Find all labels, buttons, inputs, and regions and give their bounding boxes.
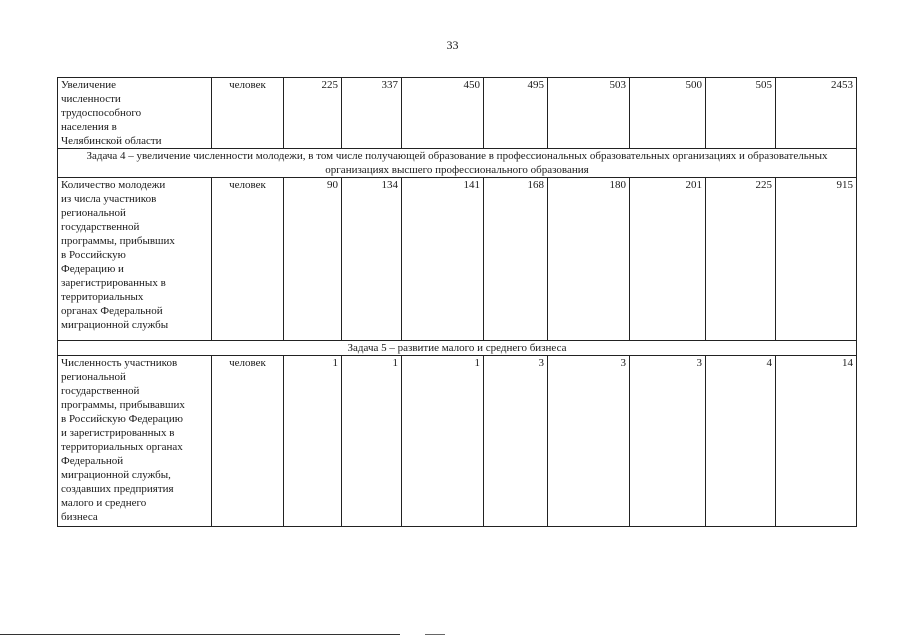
value-cell: 495 <box>484 78 548 149</box>
value-cell: 1 <box>342 356 402 527</box>
table-row <box>58 178 857 341</box>
page-number: 33 <box>446 38 459 52</box>
value-cell: 225 <box>284 78 342 149</box>
value-cell: 168 <box>484 178 548 341</box>
table-row <box>58 78 857 149</box>
value-cell: 1 <box>402 356 484 527</box>
value-cell: 134 <box>342 178 402 341</box>
task-row <box>58 149 857 178</box>
value-cell: 3 <box>630 356 706 527</box>
row-description: Увеличение численности трудоспособного населения в Челябинской области <box>58 78 212 149</box>
total-cell: 2453 <box>776 78 857 149</box>
value-cell: 90 <box>284 178 342 341</box>
value-cell: 1 <box>284 356 342 527</box>
indicators-table <box>57 77 857 527</box>
task-row <box>58 341 857 356</box>
total-cell: 915 <box>776 178 857 341</box>
unit-cell: человек <box>212 78 284 149</box>
table-row <box>58 356 857 527</box>
value-cell: 4 <box>706 356 776 527</box>
task-heading: Задача 4 – увеличение численности молодежи, в том числе получающей образование в профессиональных образовательных организациях и образовательных организациях высшего профессионального образования <box>58 149 857 178</box>
value-cell: 201 <box>630 178 706 341</box>
value-cell: 225 <box>706 178 776 341</box>
task-heading: Задача 5 – развитие малого и среднего бизнеса <box>58 341 857 356</box>
value-cell: 500 <box>630 78 706 149</box>
footer-rule-short <box>425 634 445 635</box>
value-cell: 3 <box>484 356 548 527</box>
value-cell: 180 <box>548 178 630 341</box>
total-cell: 14 <box>776 356 857 527</box>
value-cell: 141 <box>402 178 484 341</box>
value-cell: 505 <box>706 78 776 149</box>
value-cell: 337 <box>342 78 402 149</box>
unit-cell: человек <box>212 178 284 341</box>
value-cell: 450 <box>402 78 484 149</box>
row-description: Численность участников региональной государственной программы, прибывавших в Российскую Федерацию и зарегистрированных в территориальных органах Федеральной миграционной службы, создавших предприятия малого и среднего бизнеса <box>58 356 212 527</box>
value-cell: 503 <box>548 78 630 149</box>
value-cell: 3 <box>548 356 630 527</box>
unit-cell: человек <box>212 356 284 527</box>
row-description: Количество молодежи из числа участников региональной государственной программы, прибывших в Российскую Федерацию и зарегистрированных в территориальных органах Федеральной миграционной службы <box>58 178 212 341</box>
footer-rule <box>0 634 400 635</box>
